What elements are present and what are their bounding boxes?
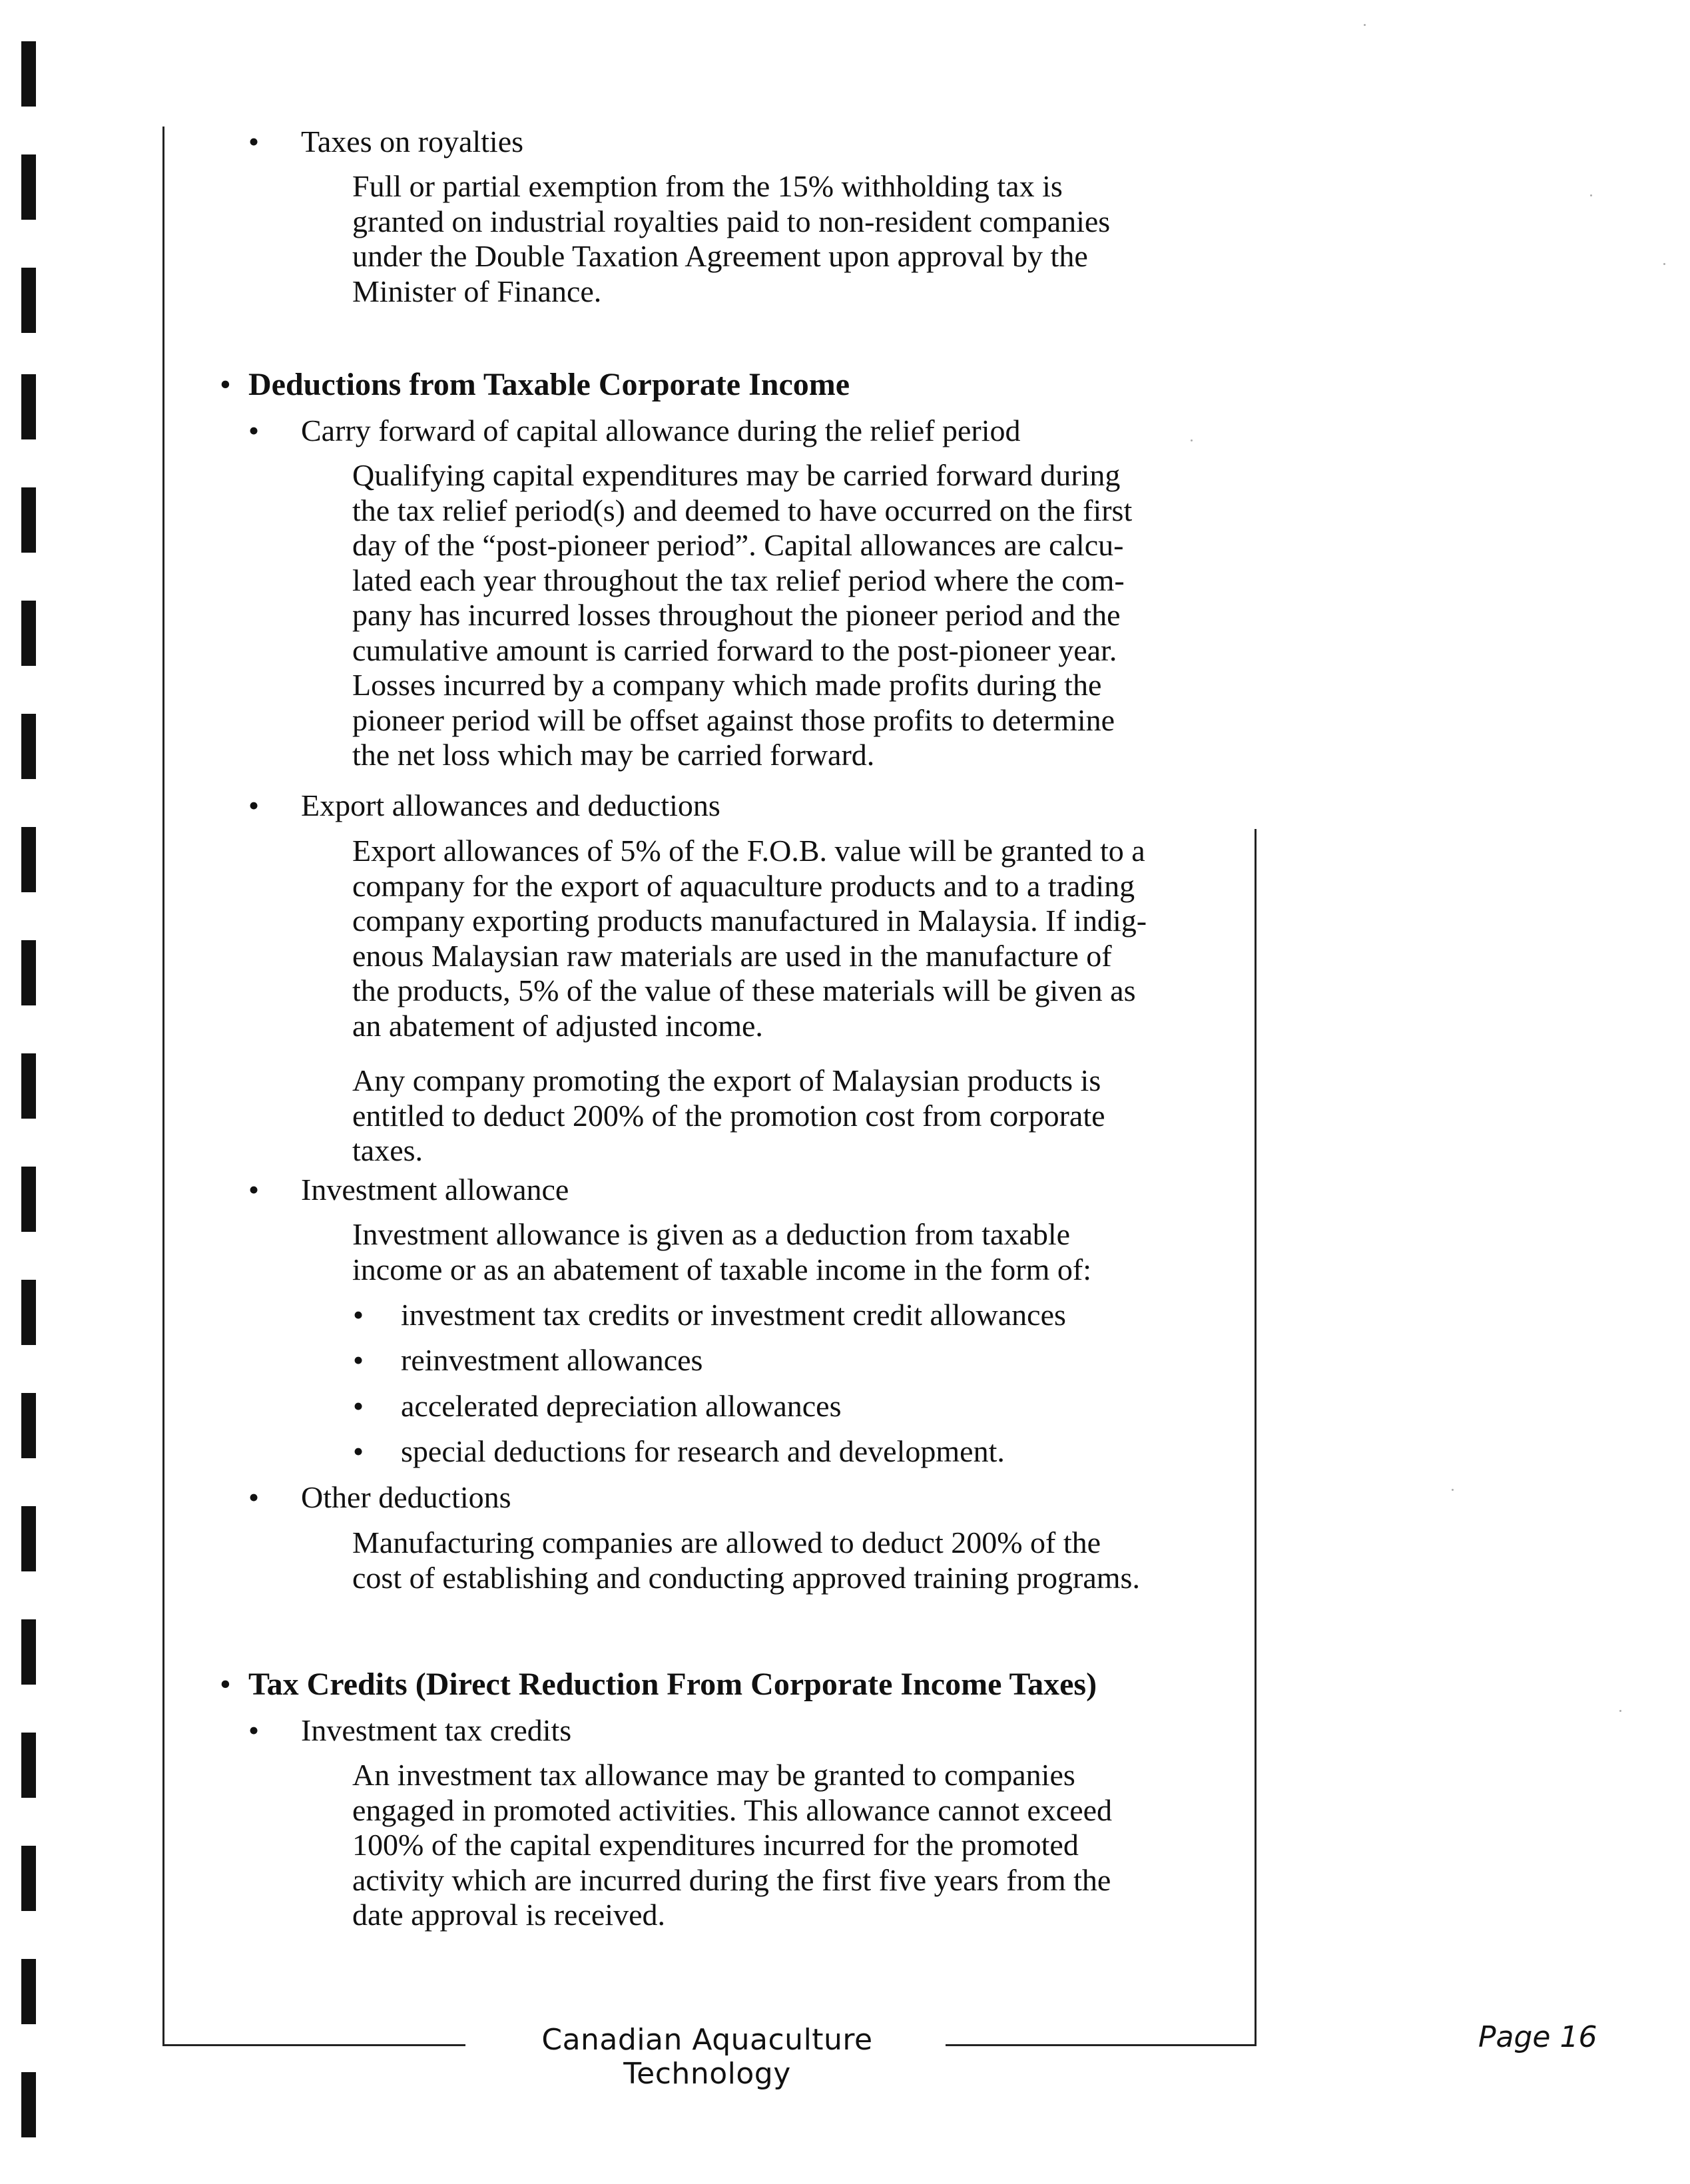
binding-mark (21, 1393, 36, 1458)
body-line: enous Malaysian raw materials are used in the manufacture of (352, 938, 1112, 973)
body-line: 100% of the capital expenditures incurred for the promoted (352, 1828, 1079, 1862)
binding-mark (21, 714, 36, 779)
body-line: An investment tax allowance may be granted to companies (352, 1758, 1075, 1792)
item-title: Taxes on royalties (301, 125, 524, 158)
item-title: Investment allowance (301, 1173, 569, 1207)
bullet: • (248, 413, 260, 447)
body-line: Full or partial exemption from the 15% withholding tax is (352, 169, 1063, 203)
item-body (352, 169, 1411, 309)
item-title: Carry forward of capital allowance during the relief period (301, 413, 1021, 447)
sub-item: reinvestment allowances (401, 1343, 703, 1377)
scan-speck (1364, 24, 1366, 26)
item-body (352, 1217, 1411, 1287)
body-line: Qualifying capital expenditures may be carried forward during (352, 458, 1121, 492)
binding-mark (21, 1959, 36, 2024)
item-body (352, 1525, 1411, 1595)
scan-speck (1452, 1489, 1454, 1491)
body-line: income or as an abatement of taxable income in the form of: (352, 1252, 1091, 1286)
binding-mark (21, 1619, 36, 1685)
section-bullet: • (220, 1667, 231, 1702)
binding-mark (21, 1733, 36, 1798)
sub-bullet: • (353, 1389, 364, 1423)
body-line: under the Double Taxation Agreement upon approval by the (352, 239, 1088, 273)
binding-mark (21, 827, 36, 892)
body-line: the products, 5% of the value of these materials will be given as (352, 973, 1136, 1007)
binding-mark (21, 374, 36, 439)
binding-mark (21, 940, 36, 1005)
scan-speck (1663, 263, 1665, 265)
sub-item: accelerated depreciation allowances (401, 1389, 842, 1423)
item-title: Export allowances and deductions (301, 788, 720, 822)
body-line: cost of establishing and conducting approved training programs. (352, 1560, 1140, 1595)
body-line: taxes. (352, 1133, 423, 1167)
binding-mark (21, 1167, 36, 1232)
body-line: date approval is received. (352, 1898, 665, 1932)
item-title: Other deductions (301, 1480, 511, 1514)
body-line: Export allowances of 5% of the F.O.B. value will be granted to a (352, 834, 1145, 868)
bullet: • (248, 1480, 260, 1514)
sub-bullet: • (353, 1298, 364, 1332)
body-line: activity which are incurred during the first five years from the (352, 1862, 1111, 1897)
body-line: the tax relief period(s) and deemed to have occurred on the first (352, 493, 1133, 527)
binding-mark (21, 1053, 36, 1119)
binding-mark (21, 2072, 36, 2137)
scan-speck (1590, 194, 1592, 196)
binding-mark (21, 1846, 36, 1911)
body-line: company for the export of aquaculture products and to a trading (352, 868, 1135, 903)
page-number: Page 16 (1478, 2020, 1597, 2054)
body-line: day of the “post-pioneer period”. Capital allowances are calcu- (352, 528, 1124, 562)
body-line: Manufacturing companies are allowed to deduct 200% of the (352, 1525, 1101, 1559)
footer-rule-left (162, 2044, 465, 2046)
binding-mark (21, 1280, 36, 1345)
sub-item: special deductions for research and development. (401, 1434, 1005, 1468)
binding-mark (21, 268, 36, 333)
binding-mark (21, 601, 36, 666)
body-line: the net loss which may be carried forward. (352, 738, 875, 772)
body-line: lated each year throughout the tax relief period where the com- (352, 563, 1125, 597)
item-body (352, 834, 1411, 1043)
body-line: an abatement of adjusted income. (352, 1008, 763, 1043)
section-bullet: • (220, 367, 231, 402)
body-line: entitled to deduct 200% of the promotion cost from corporate (352, 1098, 1105, 1133)
item-body (352, 1758, 1411, 1933)
sub-bullet: • (353, 1343, 364, 1377)
item-body-2 (352, 1063, 1411, 1169)
item-title: Investment tax credits (301, 1713, 572, 1747)
section-heading: Tax Credits (Direct Reduction From Corporate Income Taxes) (248, 1667, 1097, 1702)
binding-mark (21, 487, 36, 553)
body-line: cumulative amount is carried forward to the post-pioneer year. (352, 633, 1117, 667)
binding-mark (21, 41, 36, 107)
footer-title: Canadian Aquaculture Technology (541, 2023, 873, 2091)
footer-rule-right (946, 2044, 1257, 2046)
sub-item: investment tax credits or investment credit allowances (401, 1298, 1066, 1332)
bullet: • (248, 1713, 260, 1747)
body-line: Losses incurred by a company which made profits during the (352, 668, 1102, 702)
binding-mark (21, 1506, 36, 1571)
sub-bullet: • (353, 1434, 364, 1468)
body-line: Any company promoting the export of Malaysian products is (352, 1063, 1101, 1097)
scan-speck (1619, 1710, 1621, 1712)
body-line: Investment allowance is given as a deduction from taxable (352, 1217, 1071, 1251)
body-line: Minister of Finance. (352, 274, 602, 308)
body-line: engaged in promoted activities. This allowance cannot exceed (352, 1792, 1113, 1827)
binding-mark (21, 154, 36, 220)
body-line: pany has incurred losses throughout the pioneer period and the (352, 598, 1121, 632)
bullet: • (248, 125, 260, 158)
body-line: granted on industrial royalties paid to non-resident companies (352, 204, 1111, 238)
body-line: company exporting products manufactured in Malaysia. If indig- (352, 904, 1147, 938)
section-heading: Deductions from Taxable Corporate Income (248, 367, 850, 402)
frame-left-rule (162, 127, 164, 2044)
scan-speck (1191, 439, 1193, 441)
bullet: • (248, 1173, 260, 1207)
bullet: • (248, 788, 260, 822)
item-body (352, 458, 1411, 773)
body-line: pioneer period will be offset against those profits to determine (352, 702, 1115, 737)
